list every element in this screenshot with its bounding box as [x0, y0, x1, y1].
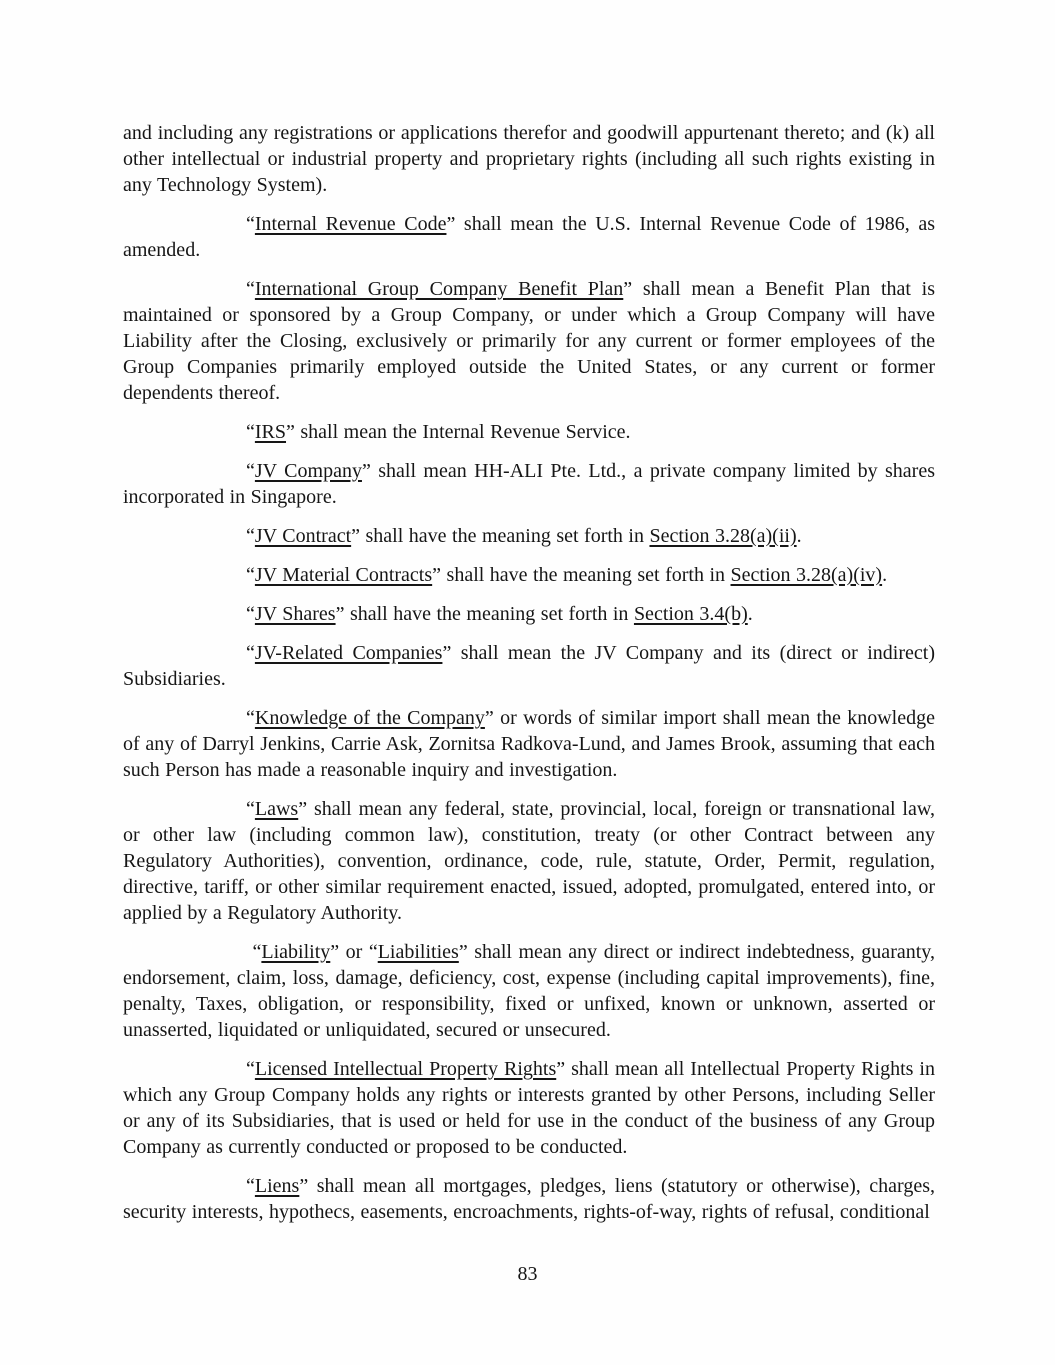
- defined-term: Liabilities: [377, 941, 459, 963]
- defined-term: Section 3.4(b): [633, 603, 748, 625]
- text-run: ” shall have the meaning set forth in: [335, 603, 634, 625]
- paragraph: [123, 939, 935, 1043]
- defined-term: Section 3.28(a)(iv): [730, 564, 883, 586]
- text-run: “: [246, 798, 255, 820]
- text-run: “: [246, 421, 255, 443]
- text-run: ” shall mean all Intellectual Property Rights in which any Group Company holds any rights or interests granted by other Persons, including Seller or any of its Subsidiaries, that is used or held for use in the conduct of the business of any Group Company as currently conducted or proposed to be conducted.: [123, 1058, 935, 1158]
- defined-term: International Group Company Benefit Plan: [254, 278, 624, 300]
- paragraph: [123, 120, 935, 198]
- paragraph: [123, 1173, 935, 1225]
- paragraph: [123, 419, 935, 445]
- text-run: “: [246, 642, 255, 664]
- text-run: “: [246, 1058, 255, 1080]
- page-number: 83: [517, 1263, 538, 1285]
- text-run: “: [246, 460, 255, 482]
- text-run: ” or words of similar import shall mean the knowledge of any of Darryl Jenkins, Carrie Ask, Zornitsa Radkova-Lund, and James Brook, assuming that each such Person has made a reasonable inquiry and investigation.: [123, 707, 935, 781]
- paragraph: [123, 276, 935, 406]
- defined-term: IRS: [254, 421, 287, 443]
- text-run: “: [246, 941, 262, 963]
- text-run: .: [747, 603, 753, 625]
- defined-term: Section 3.28(a)(ii): [649, 525, 797, 547]
- defined-term: Liens: [254, 1175, 300, 1197]
- defined-term: JV Company: [254, 460, 362, 482]
- defined-term: JV-Related Companies: [254, 642, 443, 664]
- text-run: ” shall mean HH-ALI Pte. Ltd., a private company limited by shares incorporated in Singapore.: [123, 460, 936, 508]
- defined-term: Internal Revenue Code: [254, 213, 447, 235]
- text-run: ” shall mean the JV Company and its (direct or indirect) Subsidiaries.: [123, 642, 935, 690]
- paragraph: [123, 601, 935, 627]
- text-run: ” shall have the meaning set forth in: [432, 564, 731, 586]
- document-body: [123, 120, 935, 1238]
- defined-term: Knowledge of the Company: [254, 707, 485, 729]
- paragraph: [123, 640, 935, 692]
- text-run: ” shall mean all mortgages, pledges, liens (statutory or otherwise), charges, security interests, hypothecs, easements, encroachments, rights-of-way, rights of refusal, conditional: [123, 1175, 935, 1223]
- text-run: ” shall mean the U.S. Internal Revenue Code of 1986, as amended.: [123, 213, 936, 261]
- paragraph: [123, 458, 935, 510]
- text-run: “: [246, 1175, 255, 1197]
- text-run: ” shall mean a Benefit Plan that is maintained or sponsored by a Group Company, or under which a Group Company will have Liability after the Closing, exclusively or primarily for any current or former employees of the Group Companies primarily employed outside the United States, or any current or former dependents thereof.: [123, 278, 935, 404]
- text-run: “: [246, 525, 255, 547]
- text-run: “: [246, 564, 255, 586]
- text-run: ” or “: [330, 941, 378, 963]
- text-run: and including any registrations or applications therefor and goodwill appurtenant thereto; and (k) all other intellectual or industrial property and proprietary rights (including all such rights existing in any Technology System).: [123, 122, 935, 196]
- text-run: “: [246, 707, 255, 729]
- text-run: .: [796, 525, 802, 547]
- defined-term: Liability: [261, 941, 331, 963]
- text-run: “: [246, 278, 255, 300]
- text-run: “: [246, 213, 255, 235]
- paragraph: [123, 562, 935, 588]
- defined-term: Laws: [254, 798, 299, 820]
- text-run: ” shall mean any direct or indirect indebtedness, guaranty, endorsement, claim, loss, damage, deficiency, cost, expense (including capital improvements), fine, penalty, Taxes, obligation, or responsibility, fixed or unfixed, known or unknown, asserted or unasserted, liquidated or unliquidated, secured or unsecured.: [123, 941, 935, 1041]
- text-run: .: [882, 564, 888, 586]
- page-footer: [0, 1261, 1055, 1287]
- text-run: ” shall mean the Internal Revenue Service.: [286, 421, 631, 443]
- paragraph: [123, 1056, 935, 1160]
- defined-term: JV Contract: [254, 525, 352, 547]
- paragraph: [123, 796, 935, 926]
- paragraph: [123, 211, 935, 263]
- defined-term: JV Material Contracts: [254, 564, 433, 586]
- paragraph: [123, 705, 935, 783]
- text-run: “: [246, 603, 255, 625]
- text-run: ” shall mean any federal, state, provincial, local, foreign or transnational law, or other law (including common law), constitution, treaty (or other Contract between any Regulatory Authorities), convention, ordinance, code, rule, statute, Order, Permit, regulation, directive, tariff, or other similar requirement enacted, issued, adopted, promulgated, entered into, or applied by a Regulatory Authority.: [123, 798, 935, 924]
- defined-term: Licensed Intellectual Property Rights: [254, 1058, 557, 1080]
- text-run: ” shall have the meaning set forth in: [351, 525, 650, 547]
- paragraph: [123, 523, 935, 549]
- defined-term: JV Shares: [254, 603, 336, 625]
